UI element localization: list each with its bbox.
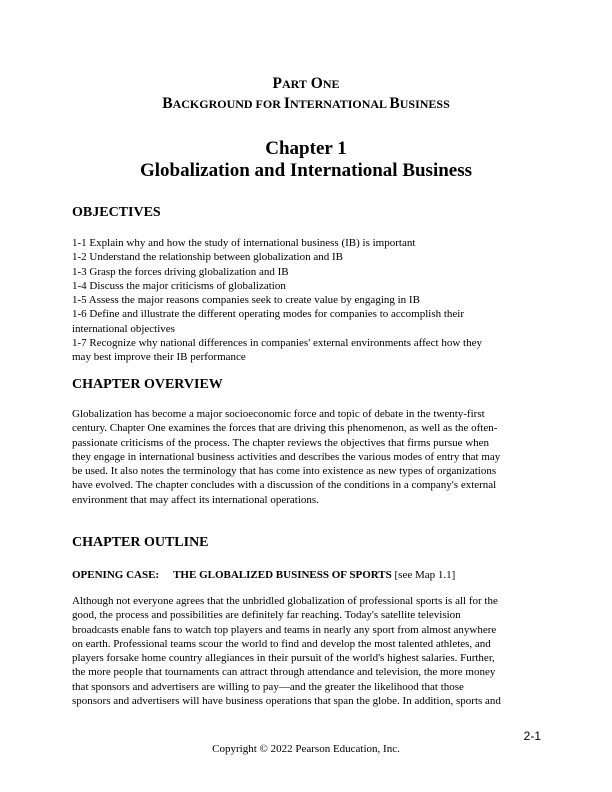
outline-heading: CHAPTER OUTLINE: [72, 535, 209, 550]
overview-line: they engage in international business activities and describes the various modes of entry that may: [72, 450, 501, 463]
objectives-list: [72, 236, 542, 365]
opening-case-heading: [72, 569, 455, 581]
page-number: 2-1: [523, 729, 541, 743]
overview-paragraph: [72, 407, 542, 507]
overview-heading: CHAPTER OVERVIEW: [72, 377, 223, 392]
chapter-title: Globalization and International Business: [139, 160, 473, 181]
opening-case-paragraph: [72, 594, 542, 708]
overview-line: be used. It also notes the terminology that has come into existence as new types of organizations: [72, 465, 497, 478]
objective-line: 1-4 Discuss the major criticisms of globalization: [72, 279, 286, 292]
objectives-heading: OBJECTIVES: [72, 205, 161, 220]
case-line: good, the process and possibilities are definitely far reaching. Today's satellite television: [72, 609, 461, 622]
overview-line: environment that may affect its international operations.: [72, 493, 319, 506]
chapter-heading: [0, 138, 612, 182]
part-subtitle: BACKGROUND FOR INTERNATIONAL BUSINESS: [162, 95, 450, 112]
case-line: on earth. Professional teams scour the world to find and develop the most talented athletes, and: [72, 637, 491, 650]
part-heading: [0, 74, 612, 114]
objective-line: 1-7 Recognize why national differences in companies' external environments affect how they: [72, 337, 482, 350]
objective-line: 1-1 Explain why and how the study of international business (IB) is important: [72, 237, 416, 249]
case-line: broadcasts enable fans to watch top players and teams in nearly any sport from almost anywhere: [72, 623, 497, 636]
case-line: Although not everyone agrees that the unbridled globalization of professional sports is all for the: [72, 595, 498, 607]
copyright-footer: Copyright © 2022 Pearson Education, Inc.: [212, 743, 400, 755]
objective-line: 1-2 Understand the relationship between globalization and IB: [72, 251, 343, 264]
case-map-reference: [see Map 1.1]: [391, 569, 456, 581]
overview-line: century. Chapter One examines the forces that are driving this phenomenon, as well as the often-: [72, 422, 498, 435]
case-line: players forsake home country allegiances in their pursuit of the world's highest salaries. Further,: [72, 652, 495, 665]
case-title: THE GLOBALIZED BUSINESS OF SPORTS: [173, 569, 392, 581]
case-line: that sponsors and advertisers are willing to pay—and the greater the likelihood that those: [72, 680, 464, 693]
objective-line: may best improve their IB performance: [72, 351, 246, 364]
objective-line: 1-3 Grasp the forces driving globalization and IB: [72, 265, 289, 278]
overview-line: passionate criticisms of the process. The chapter reviews the objectives that firms pursue when: [72, 436, 490, 449]
overview-line: have evolved. The chapter concludes with a discussion of the conditions in a company's external: [72, 479, 497, 492]
chapter-number: Chapter 1: [265, 138, 347, 159]
case-line: sponsors and advertisers will have business operations that span the globe. In addition, sports and: [72, 695, 501, 708]
case-label: OPENING CASE:: [72, 569, 160, 581]
objective-line: 1-5 Assess the major reasons companies seek to create value by engaging in IB: [72, 294, 420, 307]
part-title: PART ONE: [272, 75, 340, 92]
objective-line: international objectives: [72, 322, 175, 335]
objective-line: 1-6 Define and illustrate the different operating modes for companies to accomplish their: [72, 308, 465, 321]
overview-line: Globalization has become a major socioeconomic force and topic of debate in the twenty-first: [72, 408, 485, 420]
case-line: the more people that tournaments can attract through attendance and television, the more money: [72, 666, 496, 679]
